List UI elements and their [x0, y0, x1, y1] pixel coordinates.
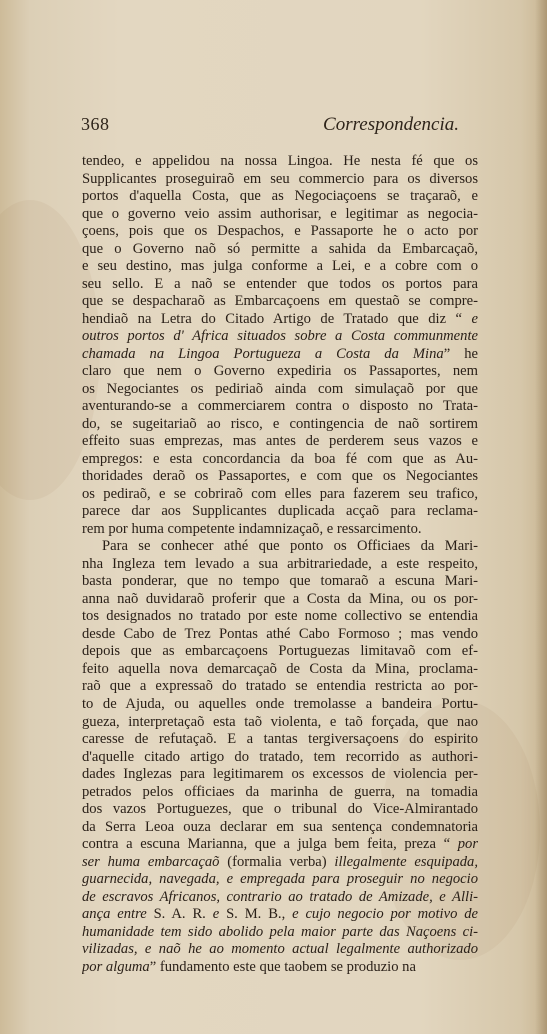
text-segment: d'aquelle citado artigo do tratado, tem recorrido as authori- [82, 748, 478, 765]
text-segment: dades Inglezas para legitimarem os excessos de violencia per- [82, 766, 478, 783]
text-segment: claro que nem o Governo expediria os Passaportes, nem [82, 363, 478, 380]
italic-text: humanidade tem sido abolido pela maior parte das Naçoens ci- [82, 923, 478, 940]
text-line [82, 819, 478, 837]
text-line [82, 538, 478, 556]
text-line [82, 346, 478, 364]
text-line [82, 171, 478, 189]
text-line [82, 556, 478, 574]
text-segment: (formalia verba) [219, 853, 335, 870]
page-header [81, 114, 471, 140]
text-segment: basta ponderar, que no tempo que tomaraõ a escuna Mari- [82, 573, 478, 590]
text-segment: dos vazos Portuguezes, que o tribunal do Vice-Almirantado [82, 801, 478, 818]
text-line [82, 784, 478, 802]
text-line [82, 766, 478, 784]
text-line [82, 223, 478, 241]
italic-text: de escravos Africanos, contrario ao tratado de Amizade, e Alli- [82, 888, 478, 905]
italic-text: e [471, 310, 478, 327]
text-line [82, 801, 478, 819]
text-line [82, 626, 478, 644]
text-segment: caresse de refutaçaõ. E a tantas tergiversaçoens do espirito [82, 731, 478, 748]
text-segment: tendeo, e appelidou na nossa Lingoa. He nesta fé que os [82, 153, 478, 169]
text-segment: ” fundamento este que taobem se produzio na [149, 958, 416, 975]
text-segment: hendiaõ na Letra do Citado Artigo de Tratado que diz “ [82, 310, 472, 327]
text-segment: feito aquella nova demarcaçaõ de Costa da Mina, proclama- [82, 660, 478, 677]
italic-text: chamada na Lingoa Portugueza a Costa da Mina [82, 345, 444, 362]
text-line [82, 889, 478, 907]
text-line [82, 871, 478, 889]
text-line [82, 714, 478, 732]
running-head: Correspondencia. [323, 114, 459, 135]
italic-text: ser huma embarcaçaõ [82, 853, 220, 870]
italic-text: illegalmente esquipada, [334, 853, 478, 870]
text-line [82, 836, 478, 854]
text-segment: contra a escuna Marianna, que a julga bem feita, preza “ [82, 836, 458, 853]
italic-text: guarnecida, navegada, e empregada para proseguir no negocio [82, 871, 478, 888]
text-line [82, 521, 478, 539]
text-line [82, 451, 478, 469]
text-segment: çoens, pois que os Despachos, e Passaporte he o acto por [82, 223, 478, 240]
text-segment: seu sello. E a naõ se entender que todos os portos para [82, 275, 478, 292]
text-line [82, 906, 478, 924]
text-segment: rem por huma competente indamnizaçaõ, e ressarcimento. [82, 520, 422, 537]
text-line [82, 363, 478, 381]
text-segment: S. A. R. [153, 906, 213, 923]
italic-text: outros portos d' Africa situados sobre a Costa communmente [82, 328, 478, 345]
text-segment: portos d'aquella Costa, que as Negociaçoens se traçaraõ, e [82, 188, 478, 205]
text-line [82, 258, 478, 276]
text-line [82, 206, 478, 224]
text-line [82, 608, 478, 626]
text-segment: thoridades deraõ os Passaportes, e com que os Negociantes [82, 468, 478, 485]
text-segment: depois que as embarcaçoens Portuguezas limitavaõ com ef- [82, 643, 478, 660]
text-line [82, 696, 478, 714]
text-line [82, 293, 478, 311]
text-line [82, 153, 478, 171]
text-segment: desde Cabo de Trez Pontas athé Cabo Formoso ; mas vendo [82, 625, 478, 642]
text-line [82, 959, 478, 977]
text-segment: os Negociantes os pediriaõ ainda com simulaçaõ por que [82, 380, 478, 397]
text-segment: e seu destino, mas julga conforme a Lei, e a cobre com o [82, 258, 478, 275]
italic-text: vilizadas, e naõ he ao momento actual legalmente authorizado [82, 941, 478, 958]
text-line [82, 749, 478, 767]
text-segment: do, se sugeitariaõ ao risco, e contingencia de naõ sortirem [82, 415, 478, 432]
text-line [82, 661, 478, 679]
italic-text: por [457, 836, 478, 853]
text-line [82, 416, 478, 434]
text-line [82, 276, 478, 294]
text-line [82, 941, 478, 959]
text-segment: tos designados no tratado por este nome collectivo se entendia [82, 608, 478, 625]
text-line [82, 468, 478, 486]
text-segment: effeito suas emprezas, mas antes de perderem seus vazos e [82, 433, 478, 450]
text-line [82, 188, 478, 206]
text-segment: da Serra Leoa ouza declarar em sua sentença condemnatoria [82, 818, 478, 835]
text-segment: anna naõ duvidaraõ proferir que a Costa da Mina, ou os por- [82, 590, 478, 607]
text-line [82, 486, 478, 504]
text-segment: os pediraõ, e se cobriraõ com elles para fazerem seu trafico, [82, 485, 478, 502]
text-line [82, 678, 478, 696]
italic-text: e cujo negocio por motivo de [292, 906, 478, 923]
text-line [82, 311, 478, 329]
text-line [82, 381, 478, 399]
italic-text: ança entre [82, 906, 154, 923]
text-segment: parece dar aos Supplicantes duplicada acçaõ para reclama- [82, 503, 478, 520]
page-edge-shadow [535, 0, 547, 1034]
text-line [82, 398, 478, 416]
text-segment: que o governo veio assim authorisar, e legitimar as negocia- [82, 205, 478, 222]
text-line [82, 731, 478, 749]
italic-text: por alguma [82, 958, 150, 975]
text-line [82, 854, 478, 872]
text-line [82, 503, 478, 521]
text-line [82, 591, 478, 609]
text-segment: Supplicantes proseguiraõ em seu commercio para os diversos [82, 170, 478, 187]
text-segment: empregos: e esta concordancia da boa fé com que as Au- [82, 450, 478, 467]
text-segment: nha Ingleza tem levado a sua arbitrariedade, a este respeito, [82, 555, 478, 572]
text-segment: petrados pelos officiaes da marinha de guerra, na tomadia [82, 783, 478, 800]
text-line [82, 573, 478, 591]
text-line [82, 328, 478, 346]
text-line [82, 924, 478, 942]
text-segment: to de Ajuda, ou aquelles onde tremolasse a bandeira Portu- [82, 695, 478, 712]
text-segment: que o Governo naõ só permitte a sahida da Embarcaçaõ, [82, 240, 478, 257]
body-text [82, 153, 478, 976]
text-segment: S. M. B., [226, 906, 293, 923]
text-segment: gueza, interpretaçaõ esta taõ violenta, e taõ forçada, que nao [82, 713, 478, 730]
page-number: 368 [81, 114, 110, 134]
text-line [82, 241, 478, 259]
text-segment: raõ que a expressaõ do tratado se entendia restricta ao por- [82, 678, 478, 695]
text-line [82, 433, 478, 451]
text-segment: aventurando-se a commerciarem contra o disposto no Trata- [82, 398, 478, 415]
text-segment: que se despacharaõ as Embarcaçoens em questaõ se compre- [82, 293, 478, 310]
text-line [82, 643, 478, 661]
text-segment: Para se conhecer athé que ponto os Officiaes da Mari- [102, 538, 478, 555]
text-segment: ” he [443, 345, 478, 362]
italic-text: e [212, 906, 227, 923]
